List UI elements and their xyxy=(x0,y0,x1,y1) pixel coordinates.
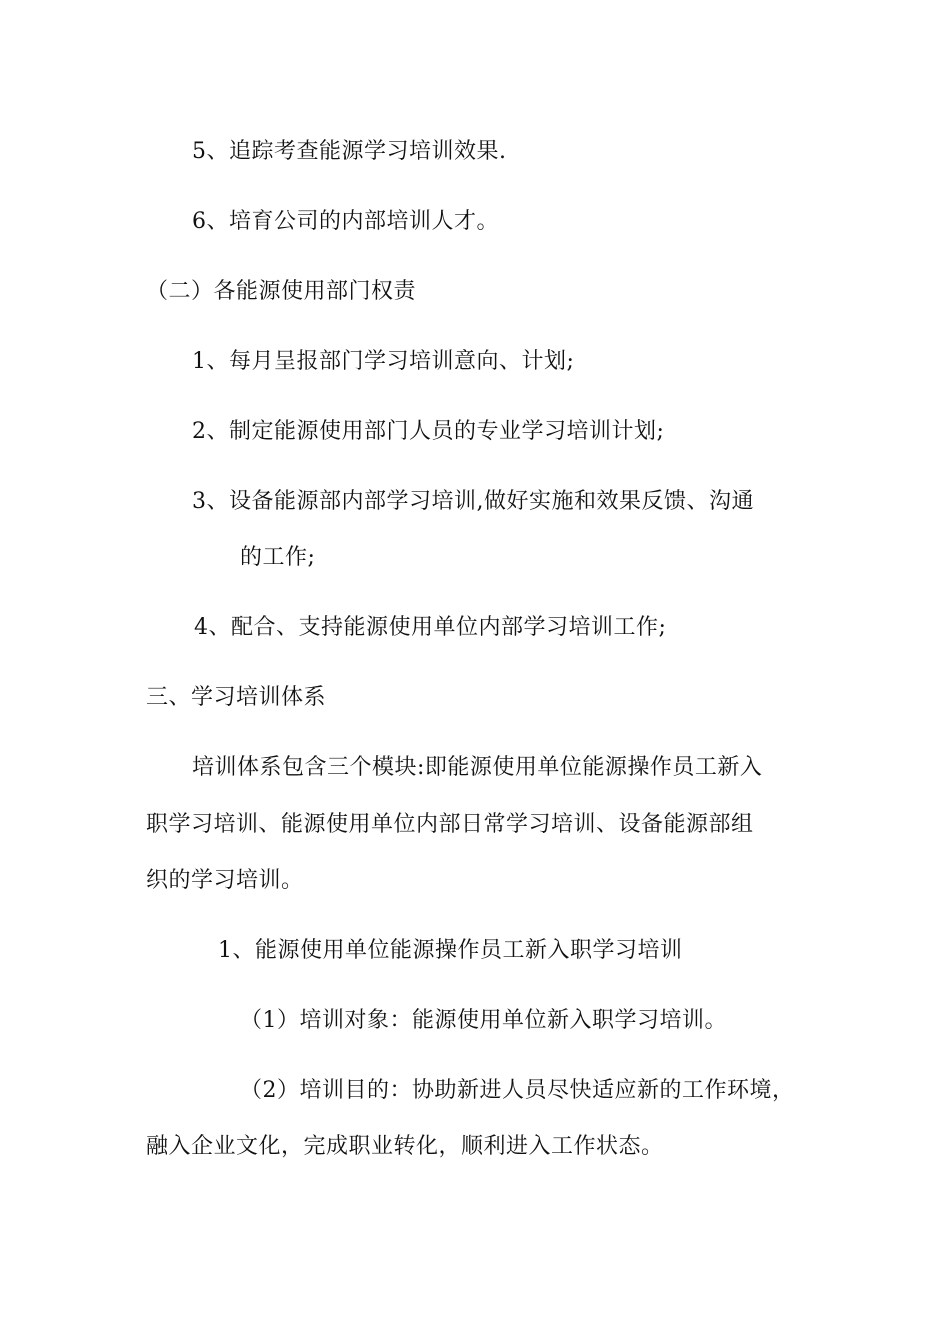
subsection-heading-new-staff-training: 1、能源使用单位能源操作员工新入职学习培训 xyxy=(218,938,683,963)
section-heading-training-system: 三、学习培训体系 xyxy=(146,685,327,710)
list-item-3-continuation: 的工作; xyxy=(240,545,316,570)
list-item-4-support-training: 4、配合、支持能源使用单位内部学习培训工作; xyxy=(194,615,667,640)
list-item-2-training-plan: 2、制定能源使用部门人员的专业学习培训计划; xyxy=(192,419,665,444)
list-item-3-internal-training: 3、设备能源部内部学习培训,做好实施和效果反馈、沟通 xyxy=(192,489,754,514)
list-item-5-track-training-effect: 5、追踪考查能源学习培训效果. xyxy=(192,139,507,164)
list-item-6-cultivate-trainers: 6、培育公司的内部培训人才。 xyxy=(192,209,499,234)
paragraph-line-1: 培训体系包含三个模块:即能源使用单位能源操作员工新入 xyxy=(192,755,763,780)
item-training-purpose: （2）培训目的：协助新进人员尽快适应新的工作环境， xyxy=(240,1078,795,1103)
paragraph-line-3: 织的学习培训。 xyxy=(146,868,304,893)
paragraph-line-2: 职学习培训、能源使用单位内部日常学习培训、设备能源部组 xyxy=(146,812,754,837)
section-heading-department-duties: （二）各能源使用部门权责 xyxy=(146,279,417,304)
item-training-target: （1）培训对象：能源使用单位新入职学习培训。 xyxy=(240,1008,727,1033)
item-training-purpose-continuation: 融入企业文化，完成职业转化，顺利进入工作状态。 xyxy=(146,1134,664,1159)
list-item-1-monthly-report: 1、每月呈报部门学习培训意向、计划; xyxy=(192,349,575,374)
